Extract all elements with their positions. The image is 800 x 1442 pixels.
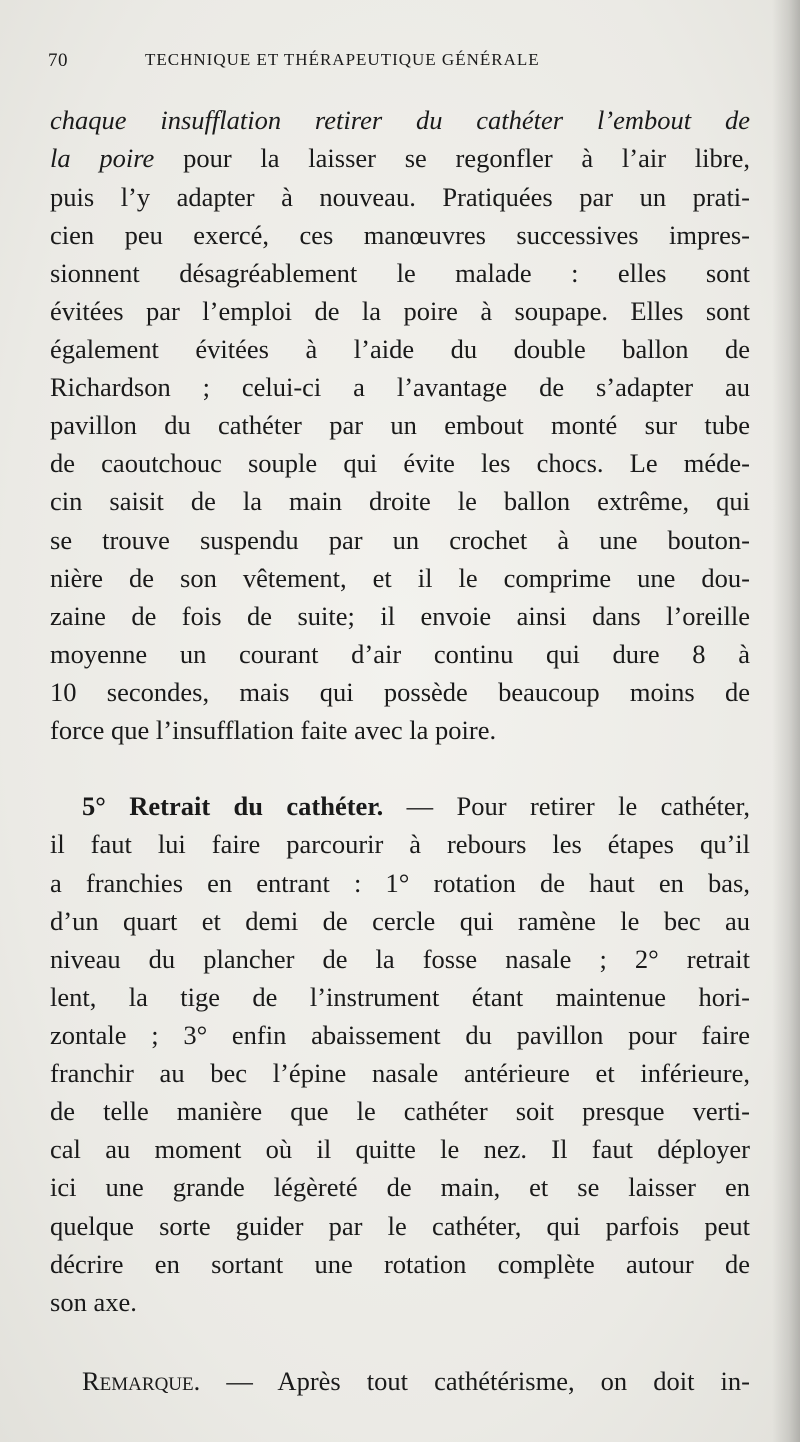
text-line: d’un quart et demi de cercle qui ramène le bec au: [50, 906, 750, 936]
text-line: décrire en sortant une rotation complète autour de: [50, 1249, 750, 1279]
remark-heading: Remarque.: [82, 1366, 201, 1396]
text-line: zontale ; 3° enfin abaissement du pavillon pour faire: [50, 1020, 750, 1050]
text-line: force que l’insufflation faite avec la poire.: [50, 715, 497, 745]
text-span: — Après tout cathétérisme, on doit in-: [200, 1366, 750, 1396]
text-line: lent, la tige de l’instrument étant maintenue hori-: [50, 982, 750, 1012]
text-line: son axe.: [50, 1287, 137, 1317]
text-line: [50, 101, 750, 139]
text-line: sionnent désagréablement le malade : elles sont: [50, 258, 750, 288]
text-line: [82, 787, 750, 825]
page-edge-shadow: [772, 0, 800, 1442]
text-line: 10 secondes, mais qui possède beaucoup moins de: [50, 677, 750, 707]
text-line: niveau du plancher de la fosse nasale ; 2° retrait: [50, 944, 750, 974]
text-line: évitées par l’emploi de la poire à soupape. Elles sont: [50, 296, 750, 326]
text-line: quelque sorte guider par le cathéter, qui parfois peut: [50, 1211, 750, 1241]
text-line: ici une grande légèreté de main, et se laisser en: [50, 1172, 750, 1202]
text-line: Richardson ; celui-ci a l’avantage de s’adapter au: [50, 372, 750, 402]
text-line: puis l’y adapter à nouveau. Pratiquées par un prati-: [50, 182, 750, 212]
text-line: [50, 139, 750, 177]
text-line: il faut lui faire parcourir à rebours les étapes qu’il: [50, 829, 750, 859]
running-title: TECHNIQUE ET THÉRAPEUTIQUE GÉNÉRALE: [145, 50, 540, 69]
text-line: de caoutchouc souple qui évite les chocs. Le méde-: [50, 448, 750, 478]
text-line: zaine de fois de suite; il envoie ainsi dans l’oreille: [50, 601, 750, 631]
text-line: cal au moment où il quitte le nez. Il faut déployer: [50, 1134, 750, 1164]
text-span: pour la laisser se regonfler à l’air libre,: [154, 143, 750, 173]
text-line: se trouve suspendu par un crochet à une bouton-: [50, 525, 750, 555]
text-line: a franchies en entrant : 1° rotation de haut en bas,: [50, 868, 750, 898]
italic-text: la poire: [50, 143, 155, 173]
text-line: moyenne un courant d’air continu qui dure 8 à: [50, 639, 750, 669]
page-number: 70: [48, 50, 68, 71]
section-heading: 5° Retrait du cathéter.: [82, 791, 384, 821]
page-header: [48, 50, 748, 80]
text-line: également évitées à l’aide du double ballon de: [50, 334, 750, 364]
italic-text: chaque insufflation retirer du cathéter l’embout de: [50, 105, 750, 135]
text-line: nière de son vêtement, et il le comprime une dou-: [50, 563, 750, 593]
text-line: de telle manière que le cathéter soit presque verti-: [50, 1096, 750, 1126]
text-span: — Pour retirer le cathéter,: [383, 791, 751, 821]
text-line: cien peu exercé, ces manœuvres successives impres-: [50, 220, 750, 250]
text-line: franchir au bec l’épine nasale antérieure et inférieure,: [50, 1058, 750, 1088]
text-line: pavillon du cathéter par un embout monté sur tube: [50, 410, 750, 440]
text-line: cin saisit de la main droite le ballon extrême, qui: [50, 486, 750, 516]
text-line: [82, 1362, 750, 1400]
